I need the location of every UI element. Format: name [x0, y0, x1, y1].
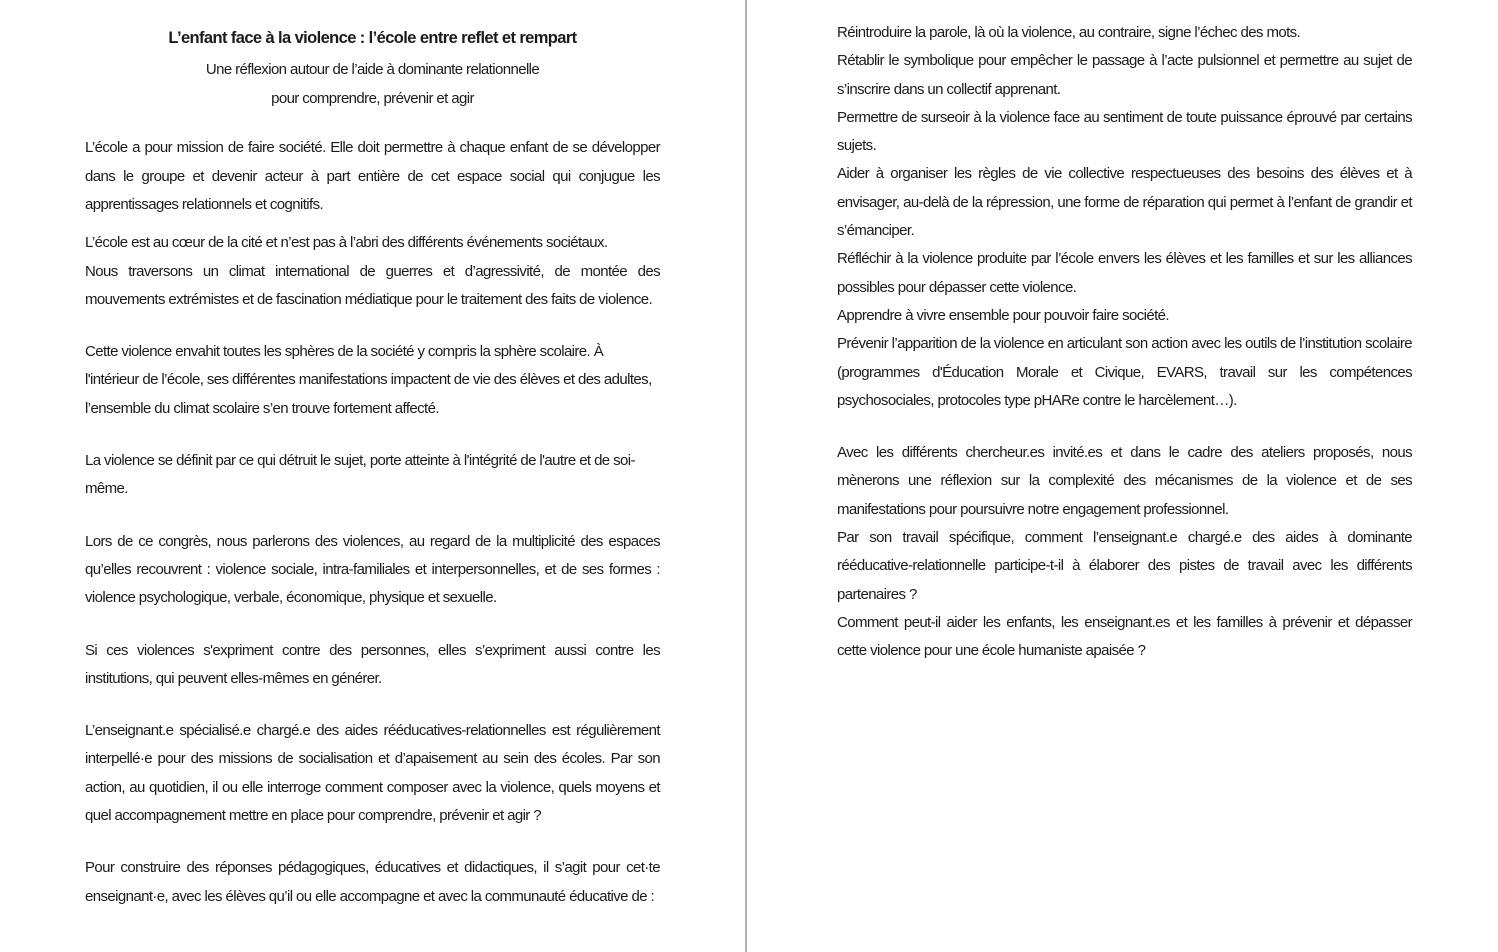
- paragraph: Cette violence envahit toutes les sphères de la société y compris la sphère scolaire. À l'intérieur de l’école, ses différentes manifestations impactent de vie des élèves et des adultes, l’ensemble du climat scolaire s’en trouve fortement affecté.: [85, 343, 652, 417]
- paragraph: Nous traversons un climat international de guerres et d’agressivité, de montée des mouvements extrémistes et de fascination médiatique pour le traitement des faits de violence.: [85, 262, 660, 308]
- document-subtitle-line2: pour comprendre, prévenir et agir: [271, 89, 474, 107]
- page-2-body: [837, 19, 1412, 666]
- paragraph: Avec les différents chercheur.es invité.es et dans le cadre des ateliers proposés, nous mènerons une réflexion sur la complexité des mécanismes de la violence et de ses manifestations pour poursuivre notre engagement professionnel.: [837, 444, 1412, 518]
- paragraph: Lors de ce congrès, nous parlerons des violences, au regard de la multiplicité des espaces qu’elles recouvrent : violence sociale, intra-familiales et interpersonnelles, et de ses formes : violence psychologique, verbale, économique, physique et sexuelle.: [85, 532, 660, 607]
- paragraph: Aider à organiser les règles de vie collective respectueuses des besoins des élèves et à envisager, au-delà de la répression, une forme de réparation qui permet à l’enfant de grandir et s’émanciper.: [837, 165, 1412, 240]
- paragraph: Par son travail spécifique, comment l’enseignant.e chargé.e des aides à dominante rééducative-relationnelle participe-t-il à élaborer des pistes de travail avec les différents partenaires ?: [837, 529, 1412, 603]
- paragraph: L’école a pour mission de faire société. Elle doit permettre à chaque enfant de se développer dans le groupe et devenir acteur à part entière de cet espace social qui conjugue les apprentissages relationnels et cognitifs.: [85, 139, 660, 213]
- paragraph: Pour construire des réponses pédagogiques, éducatives et didactiques, il s’agit pour cet·te enseignant·e, avec les élèves qu’il ou elle accompagne et avec la communauté éducative de :: [85, 859, 660, 905]
- paragraph: Si ces violences s'expriment contre des personnes, elles s’expriment aussi contre les institutions, qui peuvent elles-mêmes en générer.: [85, 641, 660, 687]
- document-title: L’enfant face à la violence : l’école entre reflet et rempart: [168, 29, 577, 47]
- document-subtitle-line1: Une réflexion autour de l’aide à dominante relationnelle: [205, 61, 540, 79]
- page-1-body: [85, 134, 660, 911]
- paragraph: Rétablir le symbolique pour empêcher le passage à l’acte pulsionnel et permettre au sujet de s’inscrire dans un collectif apprenant.: [837, 52, 1412, 98]
- paragraph: La violence se définit par ce qui détruit le sujet, porte atteinte à l'intégrité de l'autre et de soi-même.: [85, 452, 635, 498]
- paragraph: Prévenir l’apparition de la violence en articulant son action avec les outils de l’institution scolaire (programmes d'Éducation Morale et Civique, EVARS, travail sur les compétences psychosociales, protocoles type pHARe contre le harcèlement…).: [837, 335, 1412, 409]
- paragraph: L’enseignant.e spécialisé.e chargé.e des aides rééducatives-relationnelles est régulièrement interpellé·e pour des missions de socialisation et d’apaisement au sein des écoles. Par son action, au quotidien, il ou elle interroge comment composer avec la violence, quels moyens et quel accompagnement mettre en place pour comprendre, prévenir et agir ?: [85, 722, 660, 825]
- paragraph: Réintroduire la parole, là où la violence, au contraire, signe l’échec des mots.: [837, 24, 1301, 41]
- paragraph: Réfléchir à la violence produite par l’école envers les élèves et les familles et sur les alliances possibles pour dépasser cette violence.: [837, 250, 1412, 296]
- paragraph: L’école est au cœur de la cité et n’est pas à l’abri des différents événements sociétaux.: [85, 234, 608, 252]
- paragraph: Apprendre à vivre ensemble pour pouvoir faire société.: [837, 306, 1169, 324]
- page-1: [0, 0, 745, 952]
- page-2: [747, 0, 1498, 952]
- paragraph: Comment peut-il aider les enfants, les enseignant.es et les familles à prévenir et dépasser cette violence pour une école humaniste apaisée ?: [837, 613, 1412, 660]
- paragraph: Permettre de surseoir à la violence face au sentiment de toute puissance éprouvé par certains sujets.: [837, 108, 1412, 155]
